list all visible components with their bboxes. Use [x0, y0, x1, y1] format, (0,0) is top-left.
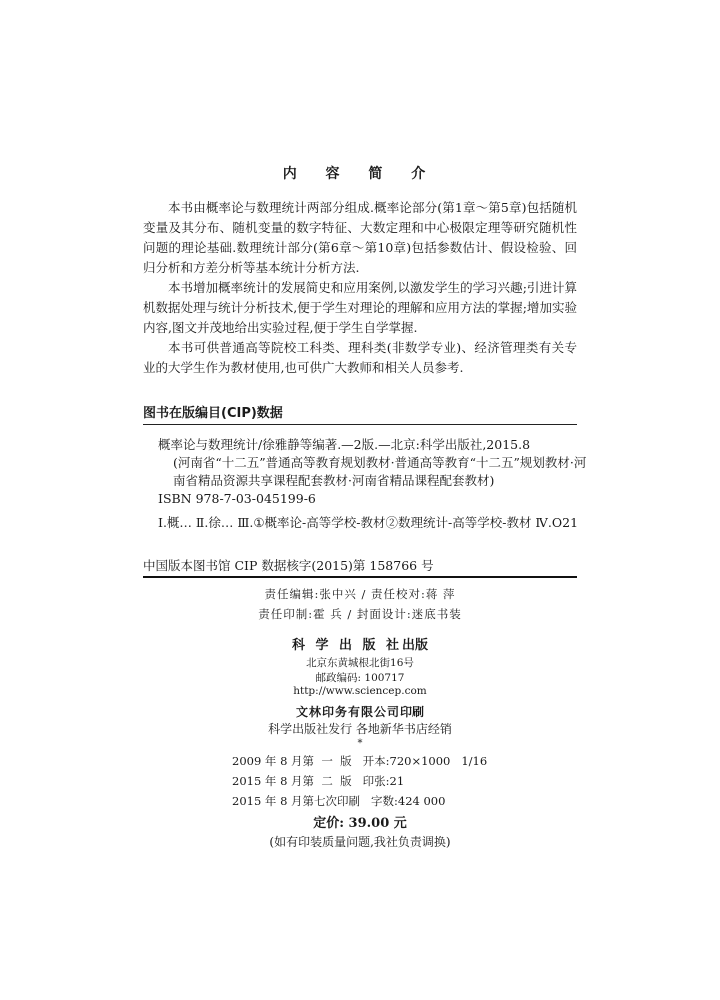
publisher-address: 北京东黄城根北街16号 — [306, 657, 414, 669]
edition-line-2: 2015 年 8 月第 二 版 印张:21 — [232, 774, 405, 788]
publisher-name-suffix: 出版 — [402, 638, 429, 653]
cip-record-text: 概率论与数理统计/徐雅静等编著.—2版.—北京:科学出版社,2015.8 — [158, 437, 531, 452]
cip-record — [158, 436, 593, 490]
edition-line-1: 2009 年 8 月第 一 版 开本:720×1000 1/16 — [232, 754, 488, 768]
cip-series: (河南省“十二五”普通高等教育规划教材·普通高等教育“十二五”规划教材·河南省精品资源共享课程配套教材·河南省精品课程配套教材) — [173, 455, 587, 488]
printer-line — [0, 701, 720, 720]
printer-name: 文林印务有限公司 — [295, 705, 400, 719]
edition-divider: * — [357, 738, 363, 749]
distribution-line: 科学出版社发行 各地新华书店经销 — [268, 722, 452, 736]
summary-paragraph-1: 本书由概率论与数理统计两部分组成.概率论部分(第1章～第5章)包括随机变量及其分布、随机变量的数字特征、大数定理和中心极限定理等研究随机性问题的理论基础.数理统计部分(第6章～第10章)包括参数估计、假设检验、回归分析和方差分析等基本统计分析方法. — [143, 200, 577, 275]
cip-bottom-rule — [143, 576, 577, 578]
printer-suffix: 印刷 — [400, 705, 425, 719]
summary-heading: 内 容 简 介 — [282, 166, 438, 182]
cip-top-rule — [143, 424, 577, 425]
price: 定价: 39.00 元 — [313, 816, 407, 831]
quality-notice: (如有印装质量问题,我社负责调换) — [269, 835, 451, 849]
summary-paragraph-3: 本书可供普通高等院校工科类、理科类(非数学专业)、经济管理类有关专业的大学生作为教材使用,也可供广大教师和相关人员参考. — [143, 340, 577, 375]
staff-line-1: 责任编辑:张中兴 / 责任校对:蒋 萍 — [264, 587, 456, 601]
publisher-name: 科 学 出 版 社 — [291, 638, 403, 653]
cip-heading: 图书在版编目(CIP)数据 — [143, 406, 283, 421]
publisher-postcode: 邮政编码: 100717 — [315, 672, 405, 684]
cip-isbn: ISBN 978-7-03-045199-6 — [158, 491, 316, 506]
staff-line-2: 责任印制:霍 兵 / 封面设计:迷底书装 — [258, 607, 462, 621]
summary-paragraph-2: 本书增加概率统计的发展简史和应用案例,以激发学生的学习兴趣;引进计算机数据处理与统计分析技术,便于学生对理论的理解和应用方法的掌握;增加实验内容,图文并茂地给出实验过程,便于学生自学掌握. — [143, 280, 577, 335]
publisher-name-line — [0, 634, 720, 653]
cip-catalog-number: 中国版本图书馆 CIP 数据核字(2015)第 158766 号 — [143, 558, 434, 573]
edition-line-3: 2015 年 8 月第七次印刷 字数:424 000 — [232, 794, 446, 808]
publisher-url: http://www.sciencep.com — [293, 685, 427, 697]
cip-subjects: Ⅰ.概… Ⅱ.徐… Ⅲ.①概率论-高等学校-教材②数理统计-高等学校-教材 Ⅳ.O21 — [158, 515, 579, 530]
